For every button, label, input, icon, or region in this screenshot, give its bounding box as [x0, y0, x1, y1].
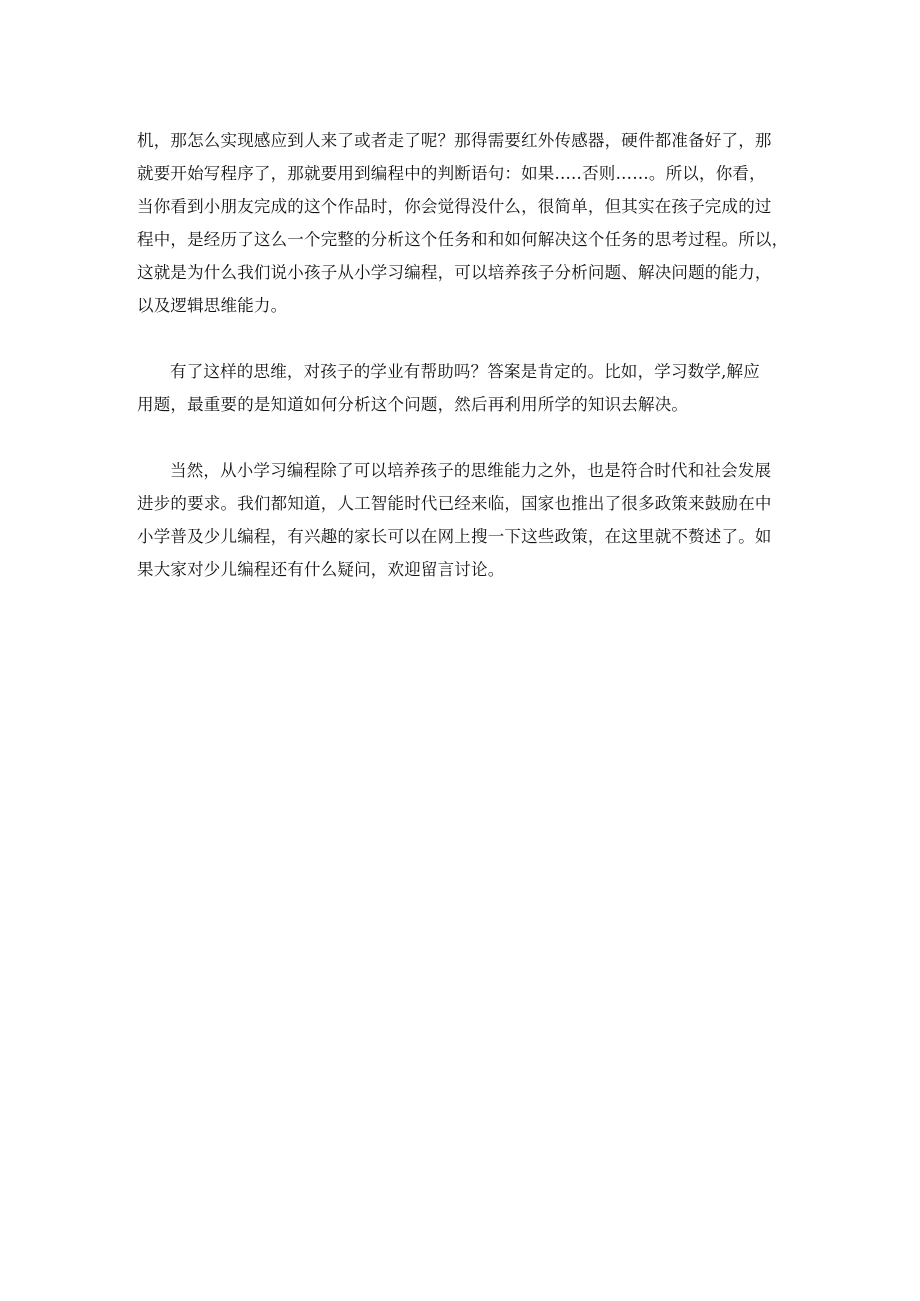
text-line: 就要开始写程序了，那就要用到编程中的判断语句：如果..…否则……。所以，你看， [137, 164, 766, 183]
text-line: 有了这样的思维，对孩子的学业有帮助吗？答案是肯定的。比如，学习数学,解应 [170, 362, 760, 381]
paragraph-1 [137, 124, 797, 322]
text-line: 果大家对少儿编程还有什么疑问，欢迎留言讨论。 [137, 560, 505, 579]
text-line: 当你看到小朋友完成的这个作品时，你会觉得没什么，很简单，但其实在孩子完成的过 [137, 197, 772, 216]
paragraph-2 [137, 355, 797, 421]
text-line: 当然，从小学习编程除了可以培养孩子的思维能力之外，也是符合时代和社会发展 [170, 461, 772, 480]
document-body [137, 124, 797, 586]
text-line: 程中，是经历了这么一个完整的分析这个任务和和如何解决这个任务的思考过程。所以， [137, 230, 789, 249]
paragraph-spacer [137, 322, 797, 355]
text-line: 以及逻辑思维能力。 [137, 296, 288, 315]
paragraph-3 [137, 454, 797, 586]
text-line: 用题，最重要的是知道如何分析这个问题，然后再利用所学的知识去解决。 [137, 395, 689, 414]
text-line: 小学普及少儿编程，有兴趣的家长可以在网上搜一下这些政策，在这里就不赘述了。如 [137, 527, 772, 546]
text-line: 这就是为什么我们说小孩子从小学习编程，可以培养孩子分析问题、解决问题的能力， [137, 263, 772, 282]
paragraph-spacer [137, 421, 797, 454]
text-line: 机，那怎么实现感应到人来了或者走了呢？那得需要红外传感器，硬件都准备好了，那 [137, 131, 772, 150]
text-line: 进步的要求。我们都知道，人工智能时代已经来临，国家也推出了很多政策来鼓励在中 [137, 494, 772, 513]
